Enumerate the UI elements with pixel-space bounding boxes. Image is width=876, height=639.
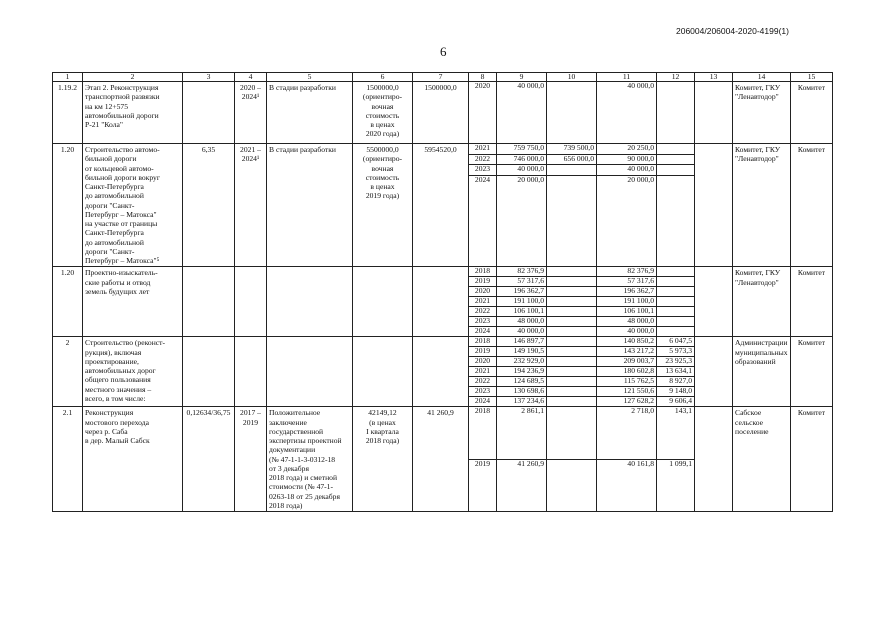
amount-total: 2 861,1 xyxy=(497,407,547,459)
amount-federal xyxy=(547,397,597,407)
amount-total: 759 750,0 xyxy=(497,144,547,155)
amount-local: 1 099,1 xyxy=(657,459,695,511)
amount-federal xyxy=(547,327,597,337)
table-header xyxy=(53,73,833,82)
executor: Комитет, ГКУ "Ленавтодор" xyxy=(733,82,791,144)
amount-federal xyxy=(547,347,597,357)
amount-federal xyxy=(547,459,597,511)
amount-federal xyxy=(547,176,597,267)
amount-local xyxy=(657,327,695,337)
cost-col7 xyxy=(413,337,469,407)
amount-total: 746 000,0 xyxy=(497,154,547,165)
amount-total: 130 698,6 xyxy=(497,387,547,397)
header-col-9: 9 xyxy=(497,73,547,82)
amount-regional: 2 718,0 xyxy=(597,407,657,459)
year: 2021 xyxy=(469,297,497,307)
amount-regional: 106 100,1 xyxy=(597,307,657,317)
header-row xyxy=(53,73,833,82)
amount-federal xyxy=(547,165,597,176)
amount-regional: 20 250,0 xyxy=(597,144,657,155)
item-name: Реконструкция мостового перехода через р. Саба в дер. Малый Сабск xyxy=(83,407,183,512)
status: Положительное заключение государственной экспертизы проектной документации (№ 47-1-1-3-0312-18 от 3 декабря 2018 года) и сметной стоимости (№ 47-1- 0263-18 от 25 декабря 2018 года) xyxy=(267,407,353,512)
amount-local: 6 047,5 xyxy=(657,337,695,347)
amount-local xyxy=(657,144,695,155)
amount-regional: 127 628,2 xyxy=(597,397,657,407)
amount-federal xyxy=(547,407,597,459)
capacity: 0,12634/36,75 xyxy=(183,407,235,512)
total-cost: 1500000,0 (ориентиро- вочная стоимость в ценах 2020 года) xyxy=(353,82,413,144)
amount-regional: 40 161,8 xyxy=(597,459,657,511)
amount-federal xyxy=(547,307,597,317)
amount-local: 143,1 xyxy=(657,407,695,459)
year: 2019 xyxy=(469,347,497,357)
header-col-4: 4 xyxy=(235,73,267,82)
year: 2018 xyxy=(469,267,497,277)
executor: Комитет, ГКУ "Ленавтодор" xyxy=(733,267,791,337)
year: 2018 xyxy=(469,337,497,347)
executor: Администрации муниципальных образований xyxy=(733,337,791,407)
amount-federal xyxy=(547,377,597,387)
header-col-7: 7 xyxy=(413,73,469,82)
status: В стадии разработки xyxy=(267,144,353,267)
capacity xyxy=(183,267,235,337)
amount-federal xyxy=(547,367,597,377)
year: 2020 xyxy=(469,287,497,297)
amount-local: 9 606,4 xyxy=(657,397,695,407)
page-number: 6 xyxy=(440,44,447,59)
total-cost xyxy=(353,267,413,337)
amount-federal xyxy=(547,82,597,144)
year: 2019 xyxy=(469,459,497,511)
amount-federal xyxy=(547,317,597,327)
capacity xyxy=(183,82,235,144)
item-name: Строительство (реконст- рукция), включая проектирование, автомобильных дорог общего пользования местного значения – всего, в том числе: xyxy=(83,337,183,407)
year: 2018 xyxy=(469,407,497,459)
amount-regional: 196 362,7 xyxy=(597,287,657,297)
amount-local xyxy=(657,277,695,287)
amount-other xyxy=(695,82,733,144)
program-table xyxy=(52,72,833,512)
amount-local: 5 973,3 xyxy=(657,347,695,357)
amount-federal xyxy=(547,357,597,367)
amount-total: 194 236,9 xyxy=(497,367,547,377)
header-col-15: 15 xyxy=(791,73,833,82)
executor: Комитет, ГКУ "Ленавтодор" xyxy=(733,144,791,267)
year: 2024 xyxy=(469,397,497,407)
year: 2020 xyxy=(469,82,497,144)
amount-regional: 57 317,6 xyxy=(597,277,657,287)
total-cost xyxy=(353,337,413,407)
cost-col7: 41 260,9 xyxy=(413,407,469,512)
document-id: 206004/206004-2020-4199(1) xyxy=(676,26,789,36)
year: 2023 xyxy=(469,317,497,327)
customer: Комитет xyxy=(791,82,833,144)
amount-other xyxy=(695,267,733,337)
amount-federal xyxy=(547,387,597,397)
amount-local xyxy=(657,165,695,176)
total-cost: 5500000,0 (ориентиро- вочная стоимость в ценах 2019 года) xyxy=(353,144,413,267)
item-number: 1.20 xyxy=(53,267,83,337)
year: 2020 xyxy=(469,357,497,367)
table-row xyxy=(53,267,833,277)
status xyxy=(267,337,353,407)
status: В стадии разработки xyxy=(267,82,353,144)
amount-local: 13 634,1 xyxy=(657,367,695,377)
amount-local xyxy=(657,307,695,317)
capacity: 6,35 xyxy=(183,144,235,267)
item-name: Этап 2. Реконструкция транспортной развязки на км 12+575 автомобильной дороги Р-21 "Кола" xyxy=(83,82,183,144)
period: 2021 – 2024¹ xyxy=(235,144,267,267)
amount-regional: 180 602,8 xyxy=(597,367,657,377)
total-cost: 42149,12 (в ценах I квартала 2018 года) xyxy=(353,407,413,512)
table-row xyxy=(53,82,833,144)
amount-regional: 121 550,6 xyxy=(597,387,657,397)
amount-total: 40 000,0 xyxy=(497,82,547,144)
header-col-12: 12 xyxy=(657,73,695,82)
amount-total: 41 260,9 xyxy=(497,459,547,511)
year: 2022 xyxy=(469,377,497,387)
customer: Комитет xyxy=(791,337,833,407)
amount-total: 40 000,0 xyxy=(497,327,547,337)
header-col-10: 10 xyxy=(547,73,597,82)
item-number: 1.20 xyxy=(53,144,83,267)
cost-col7: 5954520,0 xyxy=(413,144,469,267)
header-col-13: 13 xyxy=(695,73,733,82)
amount-federal xyxy=(547,267,597,277)
amount-regional: 191 100,0 xyxy=(597,297,657,307)
year: 2023 xyxy=(469,165,497,176)
amount-regional: 115 762,5 xyxy=(597,377,657,387)
period xyxy=(235,337,267,407)
amount-total: 57 317,6 xyxy=(497,277,547,287)
item-number: 2 xyxy=(53,337,83,407)
table-row xyxy=(53,144,833,155)
amount-local: 9 148,0 xyxy=(657,387,695,397)
amount-regional: 40 000,0 xyxy=(597,327,657,337)
amount-total: 137 234,6 xyxy=(497,397,547,407)
year: 2023 xyxy=(469,387,497,397)
year: 2021 xyxy=(469,144,497,155)
amount-total: 106 100,1 xyxy=(497,307,547,317)
amount-regional: 82 376,9 xyxy=(597,267,657,277)
amount-federal xyxy=(547,297,597,307)
capacity xyxy=(183,337,235,407)
period: 2020 – 2024¹ xyxy=(235,82,267,144)
amount-regional: 143 217,2 xyxy=(597,347,657,357)
amount-regional: 48 000,0 xyxy=(597,317,657,327)
amount-other xyxy=(695,407,733,512)
year: 2021 xyxy=(469,367,497,377)
amount-other xyxy=(695,144,733,267)
amount-total: 124 689,5 xyxy=(497,377,547,387)
amount-federal xyxy=(547,337,597,347)
amount-local: 23 925,3 xyxy=(657,357,695,367)
amount-regional: 90 000,0 xyxy=(597,154,657,165)
cost-col7: 1500000,0 xyxy=(413,82,469,144)
year: 2024 xyxy=(469,327,497,337)
amount-federal xyxy=(547,277,597,287)
amount-local xyxy=(657,267,695,277)
item-number: 2.1 xyxy=(53,407,83,512)
amount-local xyxy=(657,297,695,307)
table-body xyxy=(53,82,833,512)
amount-total: 48 000,0 xyxy=(497,317,547,327)
customer: Комитет xyxy=(791,144,833,267)
amount-local xyxy=(657,287,695,297)
amount-other xyxy=(695,337,733,407)
year: 2019 xyxy=(469,277,497,287)
header-col-2: 2 xyxy=(83,73,183,82)
amount-federal: 739 500,0 xyxy=(547,144,597,155)
table-row xyxy=(53,337,833,347)
amount-total: 191 100,0 xyxy=(497,297,547,307)
amount-local: 8 927,0 xyxy=(657,377,695,387)
executor: Сабское сельское поселение xyxy=(733,407,791,512)
header-col-6: 6 xyxy=(353,73,413,82)
amount-regional: 140 850,2 xyxy=(597,337,657,347)
amount-regional: 40 000,0 xyxy=(597,82,657,144)
header-col-5: 5 xyxy=(267,73,353,82)
header-col-3: 3 xyxy=(183,73,235,82)
cost-col7 xyxy=(413,267,469,337)
amount-federal xyxy=(547,287,597,297)
amount-total: 20 000,0 xyxy=(497,176,547,267)
amount-regional: 40 000,0 xyxy=(597,165,657,176)
header-col-14: 14 xyxy=(733,73,791,82)
amount-local xyxy=(657,82,695,144)
customer: Комитет xyxy=(791,267,833,337)
year: 2024 xyxy=(469,176,497,267)
amount-local xyxy=(657,176,695,267)
customer: Комитет xyxy=(791,407,833,512)
period: 2017 – 2019 xyxy=(235,407,267,512)
table-row xyxy=(53,407,833,459)
amount-total: 40 000,0 xyxy=(497,165,547,176)
item-number: 1.19.2 xyxy=(53,82,83,144)
status xyxy=(267,267,353,337)
header-col-8: 8 xyxy=(469,73,497,82)
amount-total: 232 929,0 xyxy=(497,357,547,367)
amount-total: 196 362,7 xyxy=(497,287,547,297)
amount-regional: 20 000,0 xyxy=(597,176,657,267)
period xyxy=(235,267,267,337)
amount-regional: 209 003,7 xyxy=(597,357,657,367)
amount-local xyxy=(657,317,695,327)
amount-local xyxy=(657,154,695,165)
amount-federal: 656 000,0 xyxy=(547,154,597,165)
amount-total: 82 376,9 xyxy=(497,267,547,277)
item-name: Проектно-изыскатель- ские работы и отвод земель будущих лет xyxy=(83,267,183,337)
amount-total: 146 897,7 xyxy=(497,337,547,347)
header-col-11: 11 xyxy=(597,73,657,82)
header-col-1: 1 xyxy=(53,73,83,82)
amount-total: 149 190,5 xyxy=(497,347,547,357)
item-name: Строительство автомо- бильной дороги от кольцевой автомо- бильной дороги вокруг Санкт-Петербурга до автомобильной дороги "Санкт- Петербург – Матокса" на участке от границы Санкт-Петербурга до автомобильной дороги "Санкт- Петербург – Матокса"⁵ xyxy=(83,144,183,267)
year: 2022 xyxy=(469,307,497,317)
year: 2022 xyxy=(469,154,497,165)
